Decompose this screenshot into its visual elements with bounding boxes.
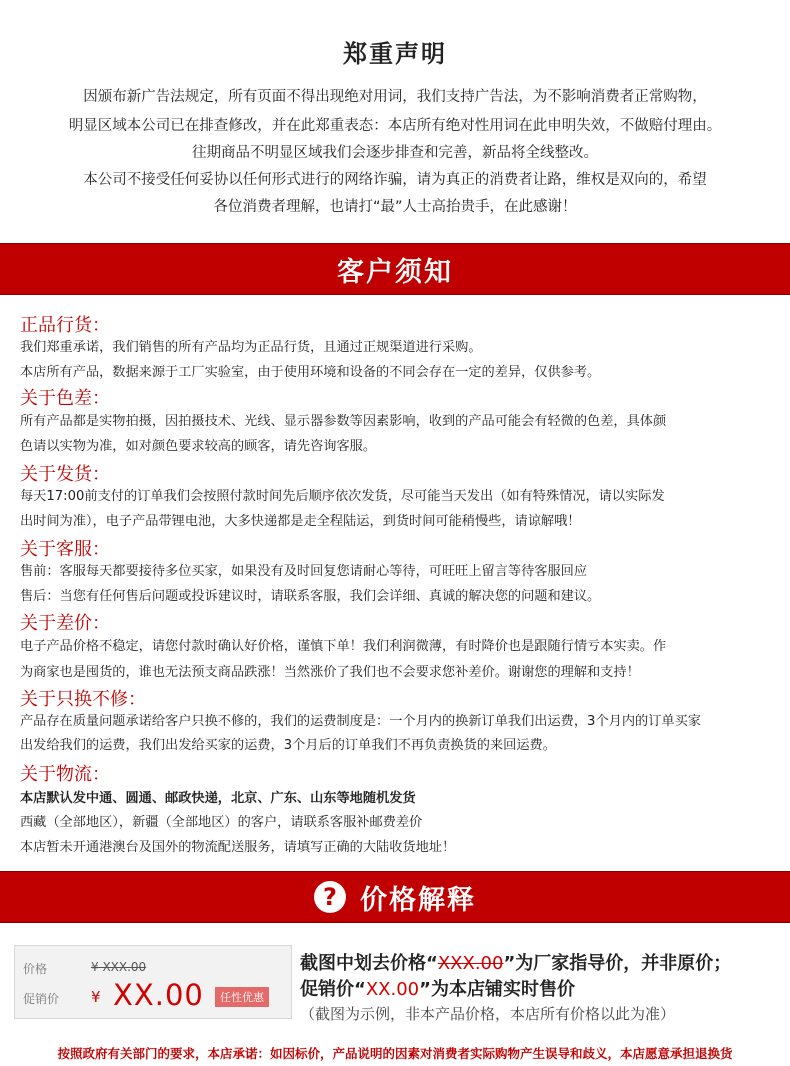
- promo-badge: 任性优惠: [215, 987, 269, 1007]
- struck-price: XXX.00: [437, 953, 504, 974]
- section-heading-price-diff: 关于差价：: [20, 613, 110, 634]
- statement-line: 往期商品不明显区域我们会逐步排查和完善，新品将全线整改。: [192, 145, 598, 161]
- promo-price-label: 促销价: [23, 992, 60, 1006]
- explanation-text: ”为厂家指导价，并非原价；: [503, 953, 732, 974]
- explanation-text: ”为本店铺实时售价: [419, 979, 575, 1000]
- statement-line: 明显区域本公司已在排查修改，并在此郑重表态：本店所有绝对性用词在此申明失效，不做赔付理由。: [68, 118, 722, 134]
- statement-line: 本公司不接受任何妥协以任何形式进行的网络诈骗，请为真正的消费者让路，维权是双向的，希望: [83, 172, 707, 188]
- section-heading-color: 关于色差：: [20, 388, 110, 409]
- section-line: 色请以实物为准，如对颜色要求较高的顾客，请先咨询客服。: [20, 439, 377, 454]
- current-price: XX.00: [365, 979, 420, 1000]
- section-line: 售前：客服每天都要接待多位买家，如果没有及时回复您请耐心等待，可旺旺上留言等待客服回应: [20, 564, 588, 579]
- list-price: ¥ XXX.00: [91, 960, 147, 974]
- notice-banner: [0, 243, 790, 295]
- promo-price: XX.00: [113, 978, 204, 1012]
- section-line: 本店默认发中通、圆通、邮政快递，北京、广东、山东等地随机发货: [20, 791, 416, 806]
- section-line: 每天17:00前支付的订单我们会按照付款时间先后顺序依次发货，尽可能当天发出（如有特殊情况，请以实际发: [20, 489, 665, 504]
- list-price-label: 价格: [23, 962, 48, 976]
- section-line: 电子产品价格不稳定，请您付款时确认好价格，谨慎下单！我们利润微薄，有时降价也是跟随行情亏本实卖。作: [20, 639, 667, 654]
- section-line: 售后：当您有任何售后问题或投诉建议时，请联系客服，我们会详细、真诚的解决您的问题和建议。: [20, 589, 601, 604]
- explanation-text: 截图中划去价格“: [300, 953, 438, 974]
- explanation-text: 促销价“: [300, 979, 366, 1000]
- section-heading-service: 关于客服：: [20, 539, 110, 560]
- section-line: 所有产品都是实物拍摄，因拍摄技术、光线、显示器参数等因素影响，收到的产品可能会有轻微的色差，具体颜: [20, 414, 667, 429]
- statement-line: 因颁布新广告法规定，所有页面不得出现绝对用词，我们支持广告法，为不影响消费者正常购物，: [83, 89, 707, 105]
- price-sample-box: [14, 945, 292, 1019]
- currency-symbol: ¥: [91, 988, 101, 1006]
- statement-line: 各位消费者理解，也请打“最”人士高抬贵手，在此感谢！: [213, 199, 577, 215]
- question-circle-icon: ?: [314, 881, 346, 913]
- section-line: 出时间为准），电子产品带锂电池，大多快递都是走全程陆运，到货时间可能稍慢些，请谅解哦！: [20, 514, 581, 529]
- section-heading-shipping: 关于发货：: [20, 464, 110, 485]
- section-line: 我们郑重承诺，我们销售的所有产品均为正品行货，且通过正规渠道进行采购。: [20, 340, 482, 355]
- section-line: 本店暂未开通港澳台及国外的物流配送服务，请填写正确的大陆收货地址！: [20, 840, 456, 855]
- price-explanation-note: （截图为示例，非本产品价格，本店所有价格以此为准）: [300, 1005, 676, 1023]
- section-line: 出发给我们的运费，我们出发给买家的运费，3个月后的订单我们不再负责换货的来回运费。: [20, 738, 556, 753]
- statement-title: 郑重声明: [343, 40, 447, 68]
- price-section-title: 价格解释: [360, 884, 476, 916]
- section-line: 产品存在质量问题承诺给客户只换不修的，我们的运费制度是：一个月内的换新订单我们出运费，3个月内的订单买家: [20, 714, 701, 729]
- section-heading-exchange: 关于只换不修：: [20, 689, 146, 710]
- section-heading-genuine: 正品行货：: [20, 315, 110, 336]
- section-heading-logistics: 关于物流：: [20, 764, 110, 785]
- notice-title: 客户须知: [337, 256, 453, 288]
- section-line: 西藏（全部地区），新疆（全部地区）的客户，请联系客服补邮费差价: [20, 815, 423, 830]
- price-explanation-line-1: [300, 949, 731, 975]
- section-line: 为商家也是囤货的，谁也无法预支商品跌涨！当然涨价了我们也不会要求您补差价。谢谢您的理解和支持！: [20, 665, 640, 680]
- section-line: 本店所有产品，数据来源于工厂实验室，由于使用环境和设备的不同会存在一定的差异，仅供参考。: [20, 365, 601, 380]
- price-banner: [0, 871, 790, 923]
- price-explanation-line-2: [300, 975, 575, 1001]
- footer-commitment: 按照政府有关部门的要求，本店承诺：如因标价，产品说明的因素对消费者实际购物产生误导和歧义，本店愿意承担退换货: [57, 1046, 733, 1061]
